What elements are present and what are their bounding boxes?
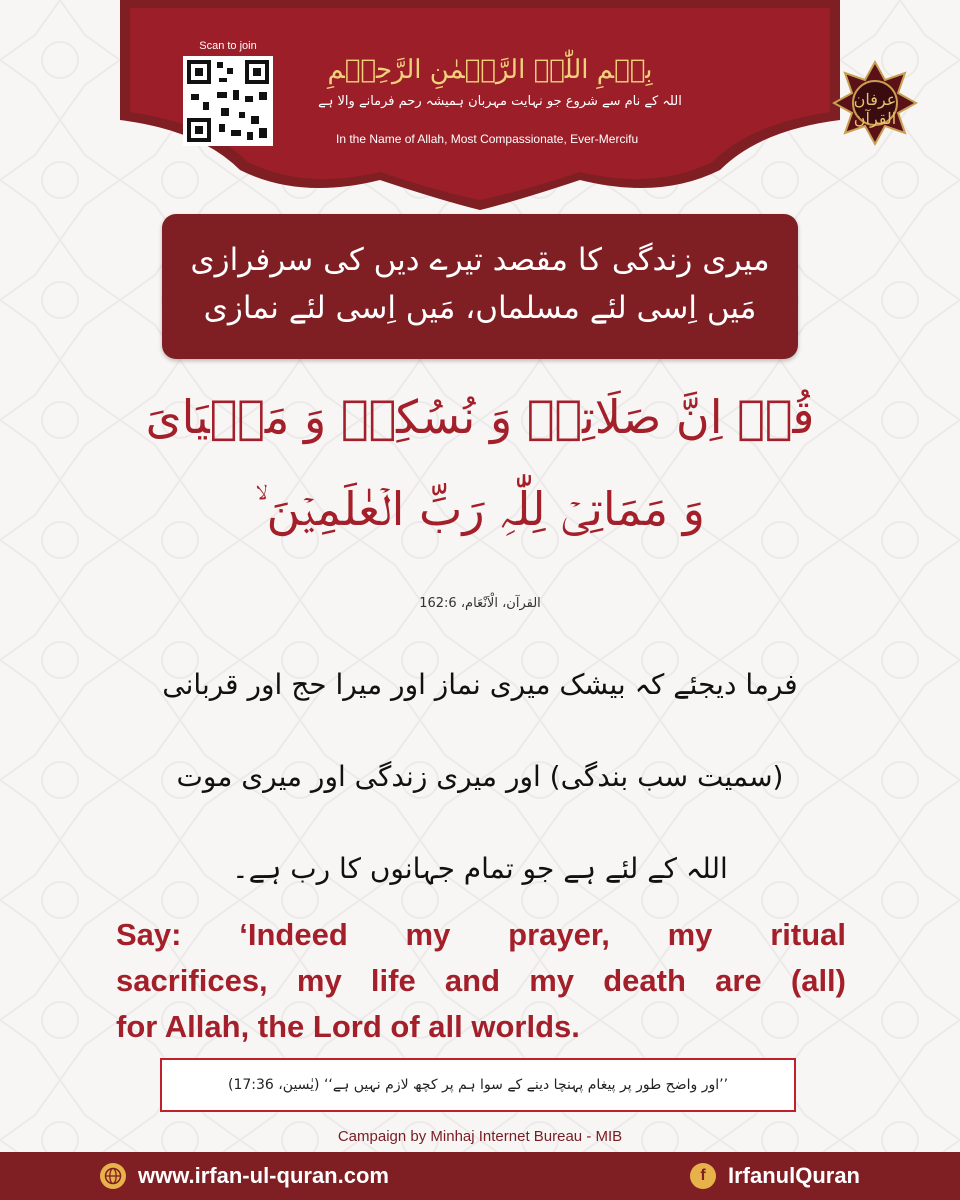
irfan-ul-quran-emblem (832, 60, 918, 146)
english-translation-line-1: Say: ‘Indeed my prayer, my ritual (116, 917, 846, 952)
poetry-box (162, 214, 798, 359)
urdu-translation-line-2: (سمیت سب بندگی) اور میری زندگی اور میری موت (176, 760, 784, 793)
poetry-line-1: میری زندگی کا مقصد تیرے دیں کی سرفرازی (190, 242, 770, 278)
facebook-icon: f (690, 1163, 716, 1189)
bismillah: بِسۡمِ اللّٰہِ الرَّحۡمٰنِ الرَّحِیۡمِ (327, 55, 653, 85)
english-translation (116, 912, 846, 1050)
arabic-verse-line-2: وَ مَمَاتِیۡ لِلّٰہِ رَبِّ الۡعٰلَمِیۡنَ ۙ (255, 482, 705, 536)
footer-bar (0, 1152, 960, 1200)
header-banner (120, 0, 897, 210)
verse-reference: القرآن، الْاَنْعَام، 162:6 (419, 596, 541, 611)
note-box: ’’اور واضح طور پر پیغام پہنچا دینے کے سوا ہم پر کچھ لازم نہیں ہے‘‘ (یٰسین، 17:36) (160, 1058, 796, 1112)
scan-label: Scan to join (199, 40, 257, 52)
qr-block (180, 40, 276, 150)
urdu-translation-line-1: فرما دیجئے کہ بیشک میری نماز اور میرا حج اور قربانی (162, 668, 798, 701)
english-translation-line-3: for Allah, the Lord of all worlds. (116, 1009, 580, 1044)
urdu-translation-line-3: اللہ کے لئے ہے جو تمام جہانوں کا رب ہے۔ (232, 852, 728, 885)
english-translation-line-2: sacrifices, my life and my death are (all) (116, 963, 846, 998)
poetry-line-2: مَیں اِسی لئے مسلماں، مَیں اِسی لئے نمازی (203, 290, 757, 326)
globe-icon (100, 1163, 126, 1189)
facebook-link[interactable] (690, 1162, 860, 1190)
bismillah-english: In the Name of Allah, Most Compassionate, Ever-Mercifu (336, 132, 639, 146)
emblem-text: عرفان القرآن (853, 90, 897, 128)
facebook-handle: IrfanulQuran (727, 1163, 860, 1188)
website-text: www.irfan-ul-quran.com (138, 1163, 389, 1188)
bismillah-urdu: اللہ کے نام سے شروع جو نہایت مہربان ہمیشہ رحم فرمانے والا ہے (318, 94, 682, 109)
website-link[interactable] (100, 1162, 389, 1190)
arabic-verse-line-1: قُلۡ اِنَّ صَلَاتِیۡ وَ نُسُکِیۡ وَ مَحۡیَایَ (145, 390, 815, 444)
campaign-credit: Campaign by Minhaj Internet Bureau - MIB (337, 1128, 623, 1145)
qr-code[interactable] (183, 56, 273, 146)
